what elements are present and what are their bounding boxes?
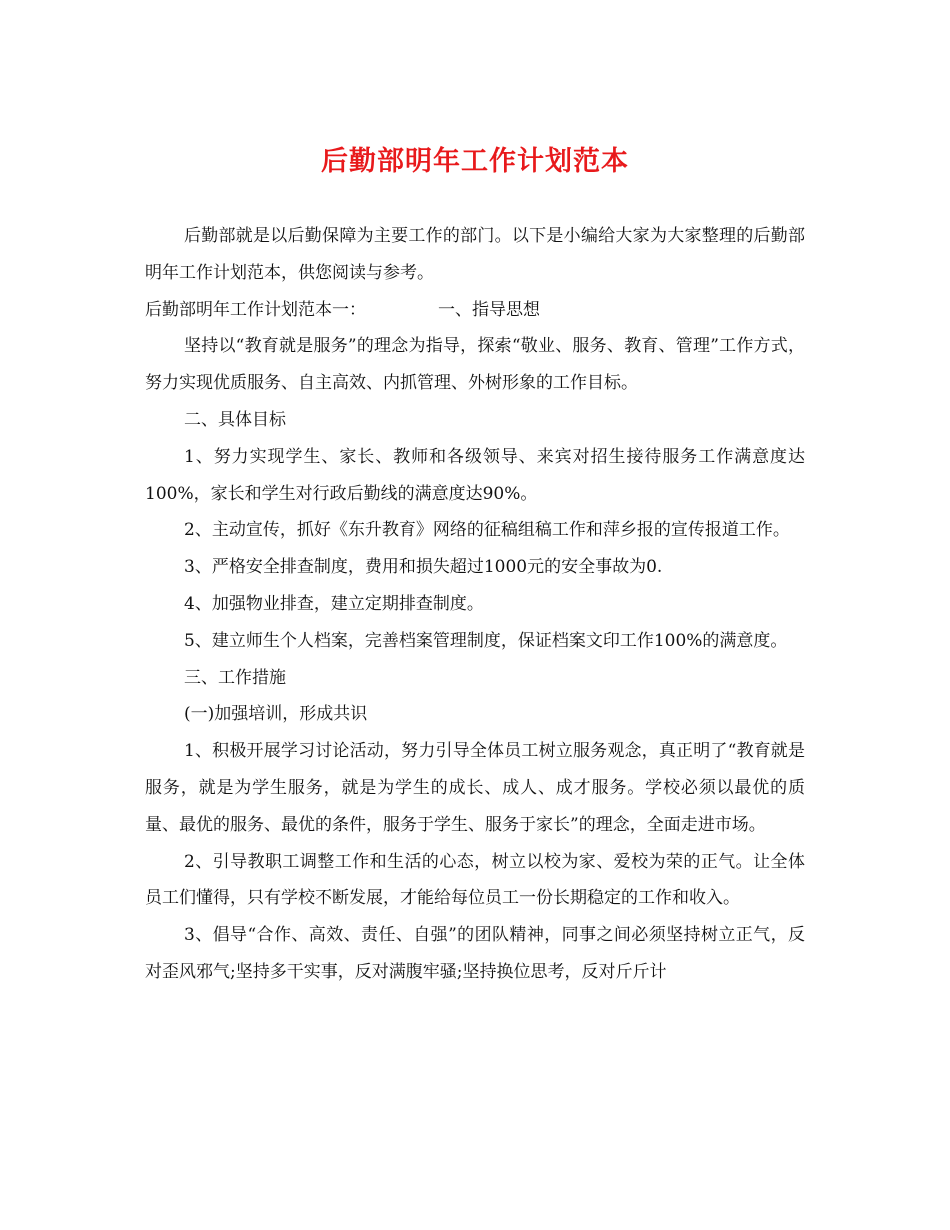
paragraph-measure-3: 3、倡导“合作、高效、责任、自强”的团队精神，同事之间必须坚持树立正气，反对歪风邪气;坚持多干实事，反对满腹牢骚;坚持换位思考，反对斤斤计 (145, 925, 805, 982)
paragraph-goal-5: 5、建立师生个人档案，完善档案管理制度，保证档案文印工作100%的满意度。 (184, 630, 788, 651)
paragraph-intro: 后勤部就是以后勤保障为主要工作的部门。以下是小编给大家为大家整理的后勤部明年工作计划范本，供您阅读与参考。 (145, 226, 805, 283)
section-heading-guiding-ideology: 一、指导思想 (438, 299, 540, 320)
paragraph-goal-4: 4、加强物业排查，建立定期排查制度。 (184, 593, 484, 614)
subsection-heading-training: (一)加强培训，形成共识 (184, 704, 368, 725)
document-body (145, 218, 805, 991)
paragraph-measure-2: 2、引导教职工调整工作和生活的心态，树立以校为家、爱校为荣的正气。让全体员工们懂得，只有学校不断发展，才能给每位员工一份长期稳定的工作和收入。 (145, 851, 805, 909)
paragraph-goal-3: 3、严格安全排查制度，费用和损失超过1000元的安全事故为0. (184, 557, 663, 578)
paragraph-sample-heading (145, 292, 805, 329)
paragraph-goal-1: 1、努力实现学生、家长、教师和各级领导、来宾对招生接待服务工作满意度达100%，家长和学生对行政后勤线的满意度达90%。 (145, 446, 805, 504)
section-heading-specific-goals: 二、具体目标 (184, 409, 286, 430)
paragraph-goal-2: 2、主动宣传，抓好《东升教育》网络的征稿组稿工作和萍乡报的宣传报道工作。 (184, 520, 790, 541)
section-heading-work-measures: 三、工作措施 (184, 667, 286, 688)
paragraph-guiding-ideology: 坚持以“教育就是服务”的理念为指导，探索“敬业、服务、教育、管理”工作方式，努力实现优质服务、自主高效、内抓管理、外树形象的工作目标。 (145, 336, 805, 394)
sample-label: 后勤部明年工作计划范本一： (145, 299, 366, 320)
paragraph-measure-1: 1、积极开展学习讨论活动，努力引导全体员工树立服务观念，真正明了“教育就是服务，就是为学生服务，就是为学生的成长、成人、成才服务。学校必须以最优的质量、最优的服务、最优的条件，服务于学生、服务于家长”的理念，全面走进市场。 (145, 741, 805, 835)
document-title: 后勤部明年工作计划范本 (321, 146, 629, 177)
